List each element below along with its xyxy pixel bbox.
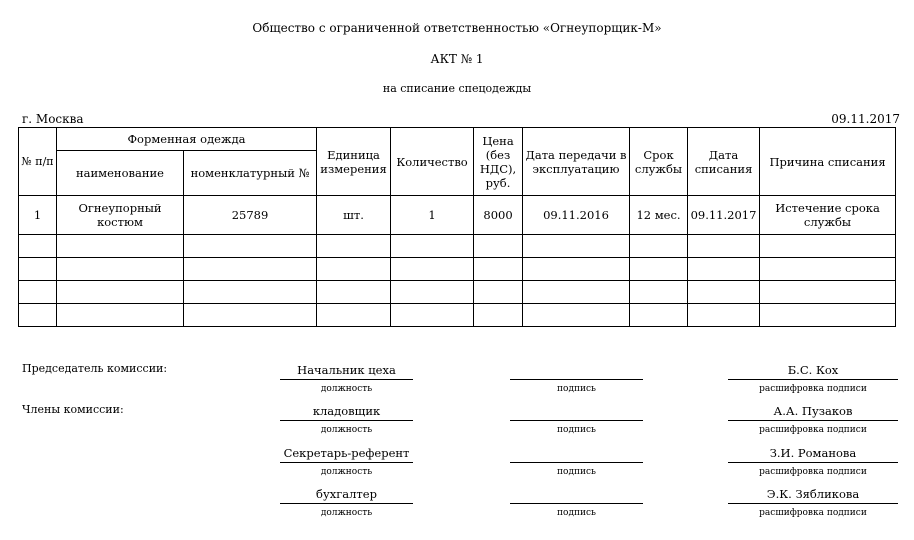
table-row <box>19 196 896 235</box>
document-subtitle: на списание спецодежды <box>382 82 532 95</box>
table-row-empty <box>19 258 896 281</box>
signer-position: бухгалтер <box>316 487 377 501</box>
signer-position: Начальник цеха <box>297 363 396 377</box>
header-reason: Причина списания <box>760 128 896 196</box>
header-nomenclature: номенклатурный № <box>184 151 317 196</box>
cell-term: 12 мес. <box>630 196 688 235</box>
header-uniform-group: Форменная одежда <box>57 128 317 151</box>
header-num: № п/п <box>19 128 57 196</box>
caption-signature: подпись <box>557 384 596 394</box>
writeoff-table <box>18 127 896 327</box>
cell-reason: Истечение срока службы <box>760 196 896 235</box>
header-unit: Единица измерения <box>317 128 391 196</box>
caption-position: должность <box>320 508 373 518</box>
caption-signature: подпись <box>557 508 596 518</box>
cell-num: 1 <box>19 196 57 235</box>
caption-signature: подпись <box>557 467 596 477</box>
caption-decoding: расшифровка подписи <box>759 384 867 394</box>
signer-name: З.И. Романова <box>769 446 857 460</box>
cell-writeoff-date: 09.11.2017 <box>688 196 760 235</box>
caption-position: должность <box>320 467 373 477</box>
signer-name: А.А. Пузаков <box>773 404 853 418</box>
caption-position: должность <box>320 384 373 394</box>
signer-name: Э.К. Зябликова <box>766 487 860 501</box>
caption-decoding: расшифровка подписи <box>759 467 867 477</box>
cell-transfer-date: 09.11.2016 <box>523 196 630 235</box>
header-quantity: Количество <box>391 128 474 196</box>
cell-name: Огнеупорный костюм <box>57 196 184 235</box>
header-transfer-date: Дата передачи в эксплуатацию <box>523 128 630 196</box>
caption-decoding: расшифровка подписи <box>759 425 867 435</box>
cell-quantity: 1 <box>391 196 474 235</box>
table-row-empty <box>19 304 896 327</box>
chair-label: Председатель комиссии: <box>22 362 168 375</box>
document-title: АКТ № 1 <box>430 52 484 66</box>
members-label: Члены комиссии: <box>22 403 124 416</box>
caption-signature: подпись <box>557 425 596 435</box>
cell-nomenclature: 25789 <box>184 196 317 235</box>
city: г. Москва <box>22 112 84 126</box>
cell-unit: шт. <box>317 196 391 235</box>
table-row-empty <box>19 281 896 304</box>
header-name: наименование <box>57 151 184 196</box>
cell-price: 8000 <box>474 196 523 235</box>
signer-name: Б.С. Кох <box>787 363 839 377</box>
signer-position: Секретарь-референт <box>283 446 410 460</box>
caption-position: должность <box>320 425 373 435</box>
header-price: Цена (без НДС), руб. <box>474 128 523 196</box>
table-row-empty <box>19 235 896 258</box>
signer-position: кладовщик <box>312 404 381 418</box>
document-date: 09.11.2017 <box>831 112 900 126</box>
caption-decoding: расшифровка подписи <box>759 508 867 518</box>
header-term: Срок службы <box>630 128 688 196</box>
header-writeoff-date: Дата списания <box>688 128 760 196</box>
organization-name: Общество с ограниченной ответственностью «Огнеупорщик-М» <box>252 21 662 35</box>
